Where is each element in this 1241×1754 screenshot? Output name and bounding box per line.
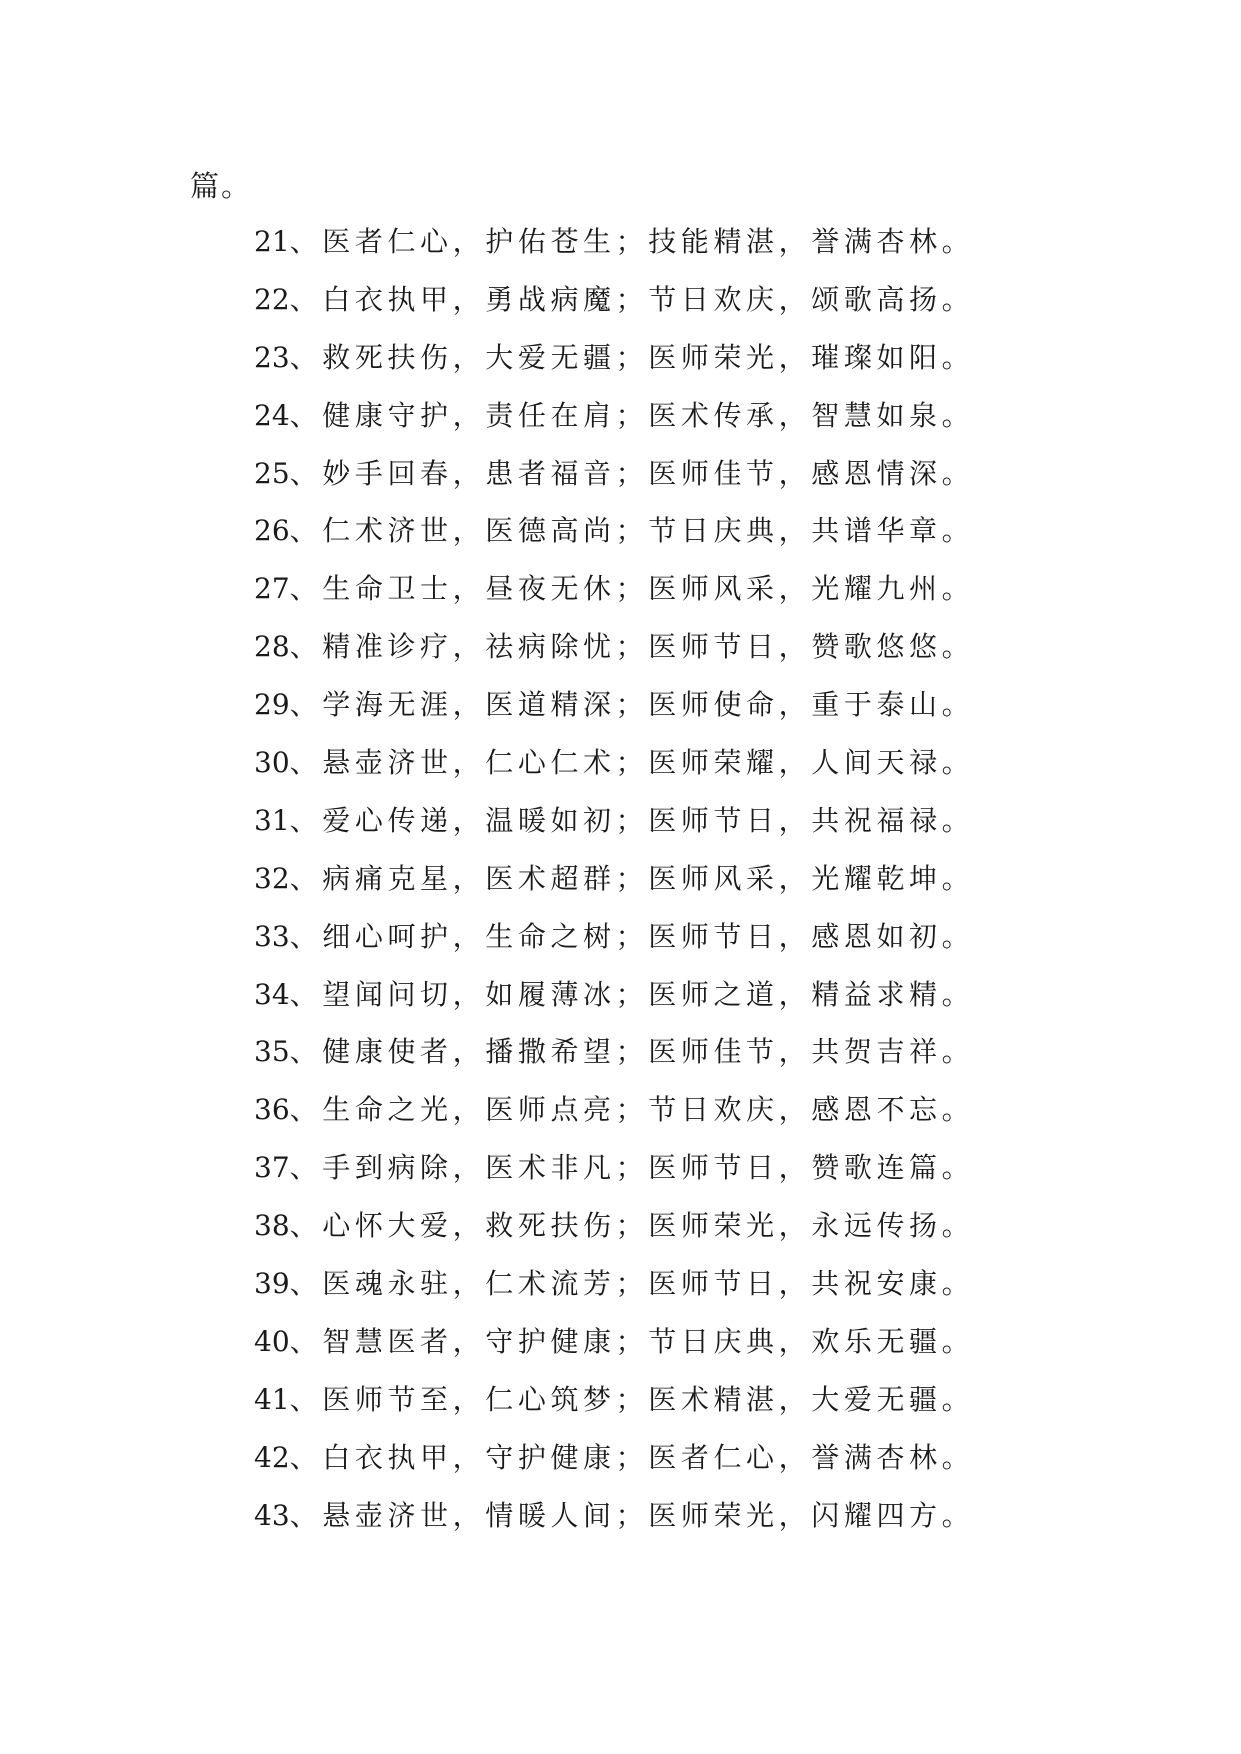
item-text: 、仁术济世，医德高尚；节日庆典，共谱华章。: [289, 514, 975, 548]
item-number: 41: [254, 1382, 290, 1416]
item-text: 、医师节至，仁心筑梦；医术精湛，大爱无疆。: [289, 1382, 975, 1416]
item-number: 39: [254, 1267, 290, 1301]
item-text: 、医者仁心，护佑苍生；技能精湛，誉满杏林。: [289, 225, 975, 258]
list-item: [254, 685, 974, 743]
item-text: 、生命之光，医师点亮；节日欢庆，感恩不忘。: [289, 1093, 975, 1127]
list-item: [254, 975, 974, 1033]
list-item: [254, 627, 974, 685]
item-text: 、健康守护，责任在肩；医术传承，智慧如泉。: [289, 398, 975, 432]
item-text: 、生命卫士，昼夜无休；医师风采，光耀九州。: [289, 572, 975, 606]
item-text: 、白衣执甲，守护健康；医者仁心，誉满杏林。: [289, 1440, 975, 1474]
item-text: 、智慧医者，守护健康；节日庆典，欢乐无疆。: [289, 1324, 975, 1358]
item-number: 34: [254, 977, 290, 1011]
item-text: 、学海无涯，医道精深；医师使命，重于泰山。: [289, 688, 975, 722]
item-number: 24: [254, 398, 290, 432]
item-number: 40: [254, 1324, 290, 1358]
item-text: 、细心呵护，生命之树；医师节日，感恩如初。: [289, 919, 975, 953]
item-number: 35: [254, 1035, 290, 1069]
list-item: [254, 1380, 974, 1438]
item-number: 38: [254, 1209, 290, 1243]
item-number: 32: [254, 861, 290, 895]
item-text: 、病痛克星，医术超群；医师风采，光耀乾坤。: [289, 861, 975, 895]
item-number: 33: [254, 919, 290, 953]
list-item: [254, 511, 974, 569]
list-item: [254, 1032, 974, 1090]
list-item: [254, 917, 974, 975]
item-number: 36: [254, 1093, 290, 1127]
list-item: [254, 569, 974, 627]
item-text: 、医魂永驻，仁术流芳；医师节日，共祝安康。: [289, 1267, 975, 1301]
item-number: 23: [254, 340, 290, 374]
item-text: 、望闻问切，如履薄冰；医师之道，精益求精。: [289, 977, 975, 1011]
list-item: [254, 1496, 974, 1554]
item-number: 27: [254, 572, 290, 606]
list-item: [254, 859, 974, 917]
item-text: 、妙手回春，患者福音；医师佳节，感恩情深。: [289, 456, 975, 490]
item-number: 28: [254, 630, 290, 664]
list-item: [254, 454, 974, 512]
item-number: 43: [254, 1498, 290, 1532]
item-text: 、爱心传递，温暖如初；医师节日，共祝福禄。: [289, 803, 975, 837]
list-item: [254, 1148, 974, 1206]
list-item: [254, 1438, 974, 1496]
list-item: [254, 1090, 974, 1148]
list-item: [254, 801, 974, 859]
item-text: 、救死扶伤，大爱无疆；医师荣光，璀璨如阳。: [289, 340, 975, 374]
continuation-text: 篇。: [190, 169, 253, 203]
list-item: [254, 743, 974, 801]
item-text: 、悬壶济世，仁心仁术；医师荣耀，人间天禄。: [289, 746, 975, 780]
list-item: [254, 222, 974, 280]
item-text: 、手到病除，医术非凡；医师节日，赞歌连篇。: [289, 1151, 975, 1185]
item-number: 26: [254, 514, 290, 548]
list-item: [254, 1322, 974, 1380]
list-item: [254, 338, 974, 396]
list-item: [254, 280, 974, 338]
item-text: 、精准诊疗，祛病除忧；医师节日，赞歌悠悠。: [289, 630, 975, 664]
greeting-list: [254, 222, 974, 1553]
item-number: 21: [254, 225, 290, 258]
item-text: 、白衣执甲，勇战病魔；节日欢庆，颂歌高扬。: [289, 282, 975, 316]
item-number: 37: [254, 1151, 290, 1185]
item-number: 25: [254, 456, 290, 490]
item-text: 、心怀大爱，救死扶伤；医师荣光，永远传扬。: [289, 1209, 975, 1243]
item-text: 、健康使者，播撒希望；医师佳节，共贺吉祥。: [289, 1035, 975, 1069]
list-item: [254, 1206, 974, 1264]
item-number: 31: [254, 803, 290, 837]
item-number: 22: [254, 282, 290, 316]
item-text: 、悬壶济世，情暖人间；医师荣光，闪耀四方。: [289, 1498, 975, 1532]
list-item: [254, 1264, 974, 1322]
list-item: [254, 396, 974, 454]
item-number: 30: [254, 746, 290, 780]
item-number: 42: [254, 1440, 290, 1474]
item-number: 29: [254, 688, 290, 722]
